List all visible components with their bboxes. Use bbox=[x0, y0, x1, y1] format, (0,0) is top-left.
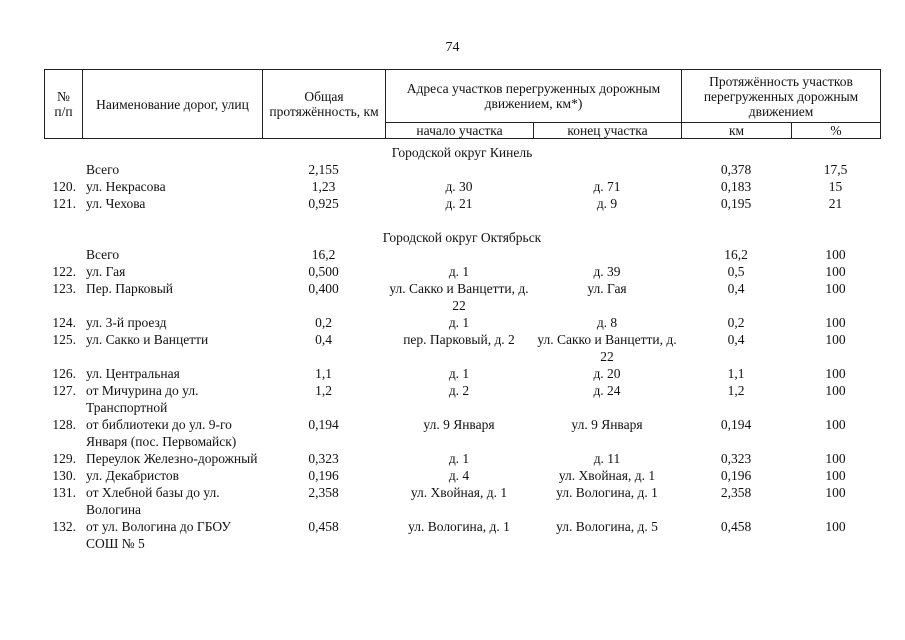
overloaded-percent: 100 bbox=[825, 383, 846, 398]
section-start: д. 4 bbox=[448, 468, 470, 483]
overloaded-km: 0,2 bbox=[727, 315, 745, 330]
road-name: ул. Декабристов bbox=[86, 468, 180, 483]
road-length: 0,323 bbox=[308, 451, 339, 466]
header-number bbox=[45, 70, 83, 139]
row-number: 123. bbox=[52, 281, 76, 296]
overloaded-percent: 100 bbox=[825, 417, 846, 432]
section-end: д. 20 bbox=[593, 366, 621, 381]
road-name: ул. Сакко и Ванцетти bbox=[86, 332, 209, 347]
road-name: от библиотеки до ул. 9-го Января (пос. Первомайск) bbox=[86, 417, 237, 449]
table-row bbox=[44, 382, 880, 416]
overloaded-percent: 100 bbox=[825, 366, 846, 381]
section-start: д. 1 bbox=[448, 366, 470, 381]
overloaded-percent: 100 bbox=[825, 264, 846, 279]
road-name: Пер. Парковый bbox=[86, 281, 174, 296]
section-total-row bbox=[44, 246, 880, 263]
road-length: 0,500 bbox=[308, 264, 339, 279]
overloaded-percent: 100 bbox=[825, 485, 846, 500]
overloaded-percent: 21 bbox=[828, 196, 843, 211]
row-number: 124. bbox=[52, 315, 76, 330]
overloaded-percent: 100 bbox=[825, 519, 846, 534]
row-number: 121. bbox=[52, 196, 76, 211]
row-number: 122. bbox=[52, 264, 76, 279]
header-addresses-text: Адреса участков перегруженных дорожным движением, км*) bbox=[406, 81, 661, 111]
table-row bbox=[44, 314, 880, 331]
section-end: д. 24 bbox=[593, 383, 621, 398]
total-km: 16,2 bbox=[724, 247, 748, 262]
total-percent: 100 bbox=[825, 247, 846, 262]
header-road-name: Наименование дорог, улиц bbox=[83, 70, 263, 139]
header-section-end: конец участка bbox=[534, 123, 682, 139]
overloaded-km: 0,196 bbox=[720, 468, 752, 483]
header-section-start: начало участка bbox=[386, 123, 534, 139]
section-end: д. 11 bbox=[593, 451, 621, 466]
row-number: 120. bbox=[52, 179, 76, 194]
table-row bbox=[44, 450, 880, 467]
overloaded-percent: 100 bbox=[825, 281, 846, 296]
road-name: Переулок Железно-дорожный bbox=[86, 451, 258, 466]
total-length: 2,155 bbox=[308, 162, 339, 177]
section-title: Городской округ Кинель bbox=[391, 145, 533, 160]
overloaded-km: 2,358 bbox=[720, 485, 752, 500]
row-number: 128. bbox=[52, 417, 76, 432]
road-name: ул. 3-й проезд bbox=[86, 315, 167, 330]
section-end: д. 39 bbox=[593, 264, 621, 279]
section-start: д. 21 bbox=[445, 196, 473, 211]
road-length: 0,2 bbox=[315, 315, 332, 330]
road-length: 1,2 bbox=[315, 383, 332, 398]
section-end: ул. Вологина, д. 1 bbox=[556, 485, 658, 500]
table-header bbox=[44, 69, 881, 139]
overloaded-km: 0,4 bbox=[727, 281, 745, 296]
section-start: д. 1 bbox=[448, 264, 470, 279]
header-percent: % bbox=[792, 123, 881, 139]
header-number-line2: п/п bbox=[54, 104, 73, 119]
section-end: д. 71 bbox=[593, 179, 621, 194]
section-start: ул. 9 Января bbox=[423, 417, 495, 432]
table-row bbox=[44, 484, 880, 518]
table-row bbox=[44, 518, 880, 552]
overloaded-km: 0,195 bbox=[720, 196, 752, 211]
overloaded-km: 1,2 bbox=[727, 383, 745, 398]
page-number: 74 bbox=[445, 40, 460, 55]
table-row bbox=[44, 365, 880, 382]
road-name: от ул. Вологина до ГБОУ СОШ № 5 bbox=[86, 519, 231, 551]
total-label: Всего bbox=[86, 247, 120, 262]
section-start: д. 30 bbox=[445, 179, 473, 194]
table-row bbox=[44, 195, 880, 212]
total-km: 0,378 bbox=[720, 162, 752, 177]
section-end: ул. Гая bbox=[587, 281, 627, 296]
road-length: 0,196 bbox=[308, 468, 339, 483]
header-overloaded-length: Протяжённость участков перегруженных дорожным движением bbox=[682, 70, 881, 123]
row-number: 125. bbox=[52, 332, 76, 347]
row-number: 130. bbox=[52, 468, 76, 483]
overloaded-km: 0,5 bbox=[727, 264, 745, 279]
section-title: Городской округ Октябрьск bbox=[382, 230, 542, 245]
section-start: д. 1 bbox=[448, 451, 470, 466]
road-length: 2,358 bbox=[308, 485, 339, 500]
section-total-row bbox=[44, 161, 880, 178]
road-length: 0,925 bbox=[308, 196, 339, 211]
header-total-length: Общая протяжённость, км bbox=[263, 70, 386, 139]
road-name: от Хлебной базы до ул. Вологина bbox=[86, 485, 220, 517]
overloaded-km: 0,183 bbox=[720, 179, 752, 194]
road-length: 1,1 bbox=[315, 366, 332, 381]
section-start: д. 1 bbox=[448, 315, 470, 330]
section-start: ул. Вологина, д. 1 bbox=[408, 519, 510, 534]
overloaded-percent: 100 bbox=[825, 332, 846, 347]
overloaded-percent: 100 bbox=[825, 451, 846, 466]
section-start: ул. Сакко и Ванцетти, д. 22 bbox=[389, 281, 529, 313]
table-row bbox=[44, 467, 880, 484]
road-name: ул. Чехова bbox=[86, 196, 146, 211]
section-end: ул. Сакко и Ванцетти, д. 22 bbox=[537, 332, 677, 364]
overloaded-km: 0,4 bbox=[727, 332, 745, 347]
row-number: 129. bbox=[52, 451, 76, 466]
section-end: д. 8 bbox=[596, 315, 618, 330]
road-length: 0,4 bbox=[315, 332, 332, 347]
road-length: 0,194 bbox=[308, 417, 339, 432]
road-name: ул. Некрасова bbox=[86, 179, 166, 194]
table-row bbox=[44, 331, 880, 365]
header-number-line1: № bbox=[57, 89, 70, 104]
row-number: 132. bbox=[52, 519, 76, 534]
table-row bbox=[44, 178, 880, 195]
road-name: ул. Гая bbox=[86, 264, 126, 279]
header-addresses bbox=[386, 70, 682, 123]
total-label: Всего bbox=[86, 162, 120, 177]
section-start: пер. Парковый, д. 2 bbox=[403, 332, 515, 347]
overloaded-km: 0,323 bbox=[720, 451, 752, 466]
total-percent: 17,5 bbox=[823, 162, 848, 177]
road-length: 0,400 bbox=[308, 281, 339, 296]
section-end: д. 9 bbox=[596, 196, 618, 211]
table-body bbox=[44, 144, 880, 552]
table-row bbox=[44, 263, 880, 280]
section-end: ул. Вологина, д. 5 bbox=[556, 519, 658, 534]
header-km: км bbox=[682, 123, 792, 139]
row-number: 126. bbox=[52, 366, 76, 381]
total-length: 16,2 bbox=[311, 247, 336, 262]
overloaded-percent: 15 bbox=[828, 179, 843, 194]
section-start: д. 2 bbox=[448, 383, 470, 398]
overloaded-percent: 100 bbox=[825, 315, 846, 330]
overloaded-km: 0,194 bbox=[720, 417, 752, 432]
overloaded-km: 1,1 bbox=[727, 366, 745, 381]
section-end: ул. Хвойная, д. 1 bbox=[558, 468, 656, 483]
road-length: 1,23 bbox=[311, 179, 336, 194]
table-row bbox=[44, 280, 880, 314]
row-number: 127. bbox=[52, 383, 76, 398]
section-end: ул. 9 Января bbox=[571, 417, 643, 432]
road-name: ул. Центральная bbox=[86, 366, 180, 381]
table-row bbox=[44, 416, 880, 450]
overloaded-percent: 100 bbox=[825, 468, 846, 483]
road-name: от Мичурина до ул. Транспортной bbox=[86, 383, 199, 415]
section-start: ул. Хвойная, д. 1 bbox=[410, 485, 508, 500]
overloaded-km: 0,458 bbox=[720, 519, 752, 534]
road-length: 0,458 bbox=[308, 519, 339, 534]
row-number: 131. bbox=[52, 485, 76, 500]
